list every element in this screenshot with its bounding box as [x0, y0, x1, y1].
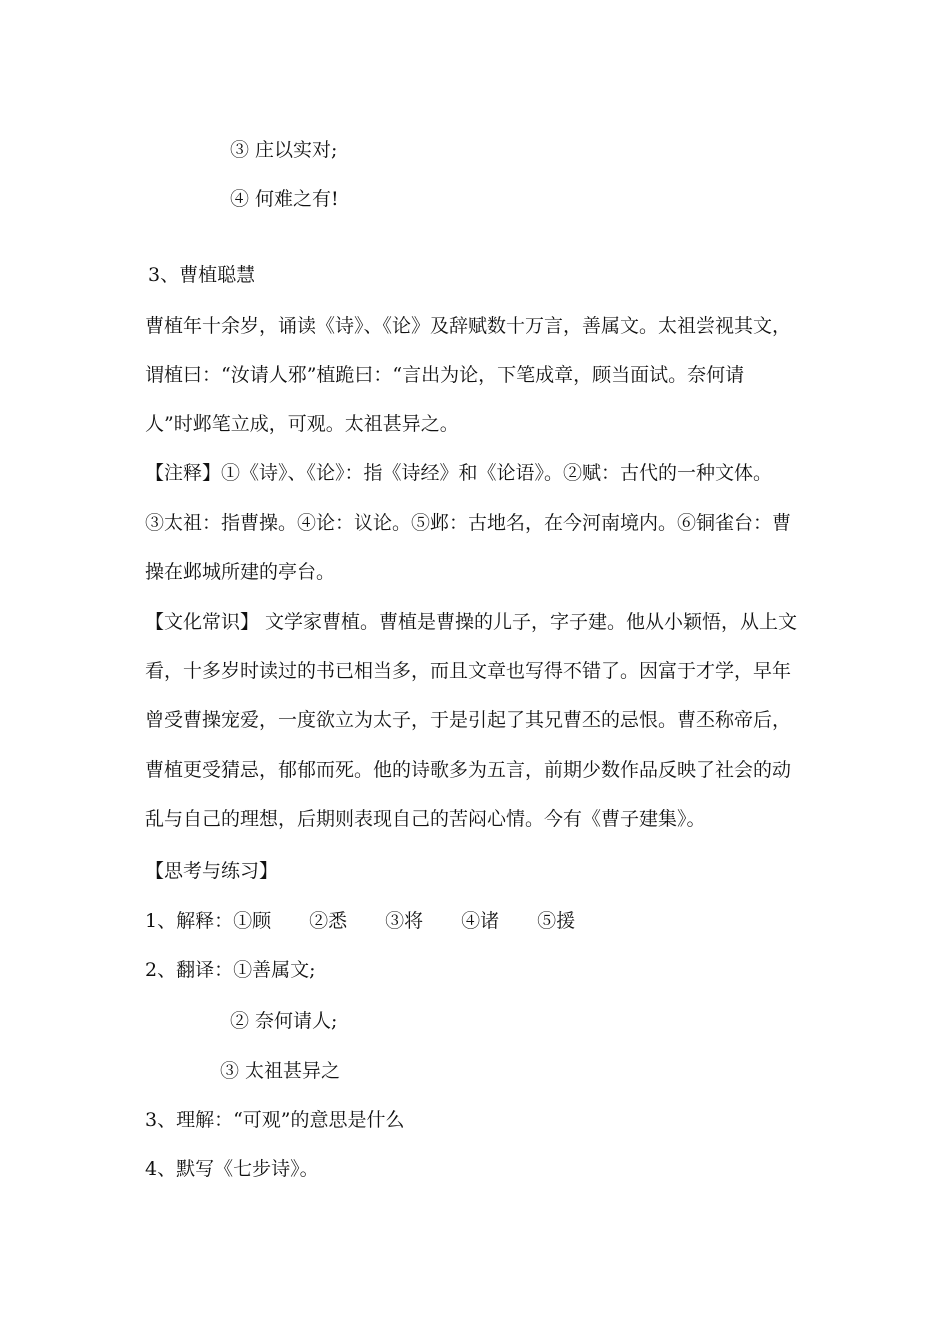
exercise-q2-b: ② 奈何请人; [230, 1010, 338, 1032]
notes-line: ③太祖：指曹操。④论：议论。⑤邺：古地名，在今河南境内。⑥铜雀台：曹 [145, 512, 792, 534]
notes-line: 【注释】①《诗》、《论》：指《诗经》和《论语》。②赋：古代的一种文体。 [145, 462, 773, 484]
notes-line: 操在邺城所建的亭台。 [145, 561, 336, 583]
exercise-heading: 【思考与练习】 [145, 860, 279, 882]
culture-line: 曾受曹操宠爱，一度欲立为太子，于是引起了其兄曹丕的忌恨。曹丕称帝后， [145, 709, 792, 731]
culture-line: 【文化常识】 文学家曹植。曹植是曹操的儿子，字子建。他从小颖悟，从上文 [145, 611, 798, 633]
prev-item-4: ④ 何难之有! [230, 188, 339, 210]
exercise-q1: 1、解释：①顾 ②悉 ③将 ④诸 ⑤援 [145, 910, 576, 932]
exercise-q2: 2、翻译：①善属文; [145, 959, 316, 981]
exercise-q4: 4、默写《七步诗》。 [145, 1158, 319, 1180]
passage-line: 谓植曰：“汝请人邪”植跪曰：“言出为论，下笔成章，顾当面试。奈何请 [145, 364, 745, 386]
culture-line: 乱与自己的理想，后期则表现自己的苦闷心情。今有《曹子建集》。 [145, 808, 706, 830]
culture-line: 曹植更受猜忌，郁郁而死。他的诗歌多为五言，前期少数作品反映了社会的动 [145, 759, 792, 781]
culture-line: 看，十多岁时读过的书已相当多，而且文章也写得不错了。因富于才学，早年 [145, 660, 792, 682]
passage-line: 曹植年十余岁，诵读《诗》、《论》及辞赋数十万言，善属文。太祖尝视其文， [145, 315, 792, 337]
section-heading: 3、曹植聪慧 [148, 264, 256, 286]
prev-item-3: ③ 庄以实对; [230, 139, 338, 161]
passage-line: 人”时邺笔立成，可观。太祖甚异之。 [145, 413, 459, 435]
exercise-q3: 3、理解：“可观”的意思是什么 [145, 1109, 405, 1131]
exercise-q2-c: ③ 太祖甚异之 [220, 1060, 341, 1082]
